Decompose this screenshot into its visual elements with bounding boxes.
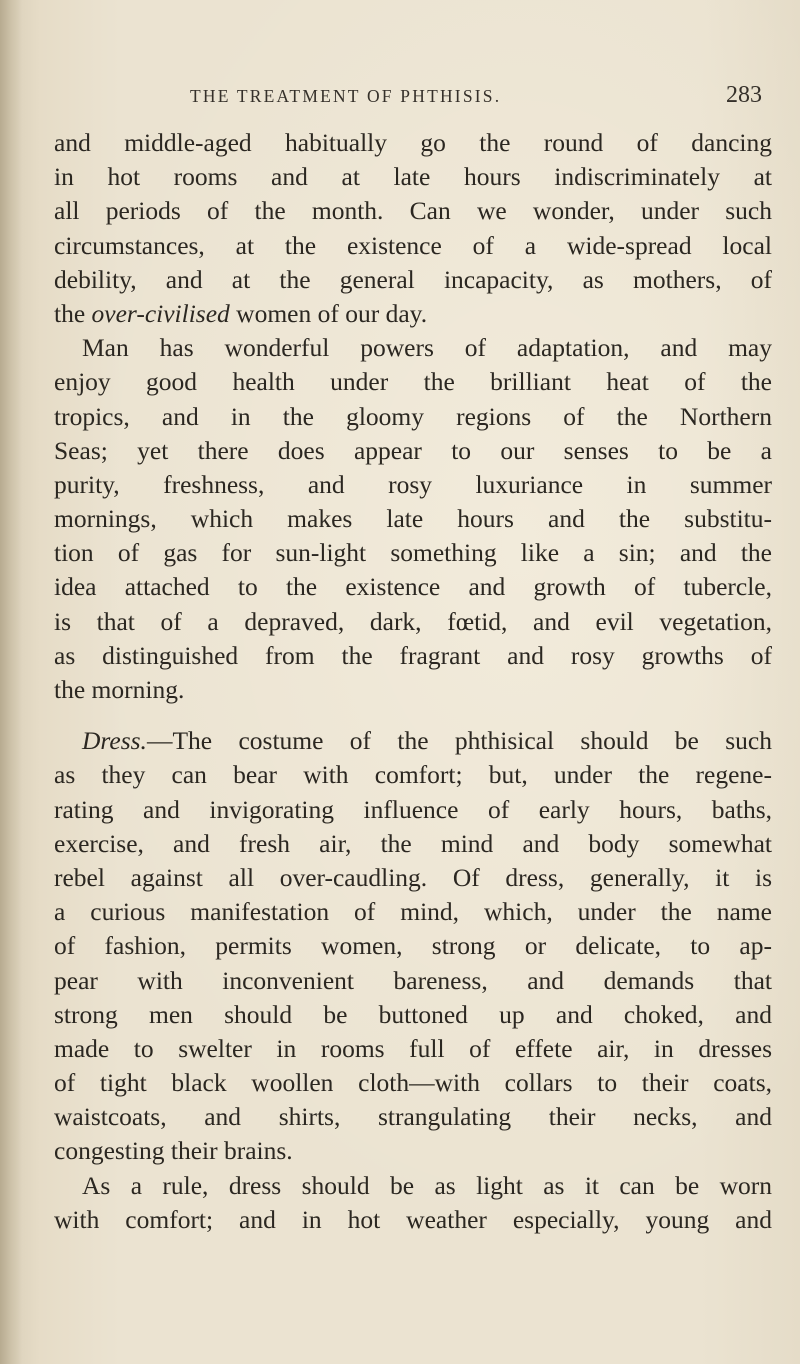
text-line: congesting their brains. xyxy=(54,1136,293,1166)
section-heading: Dress. xyxy=(82,726,147,756)
text-fragment: —The costume of the phthisical should be such xyxy=(146,726,772,756)
text-line: Man has wonderful powers of adaptation, and may xyxy=(82,333,772,363)
text-line: waistcoats, and shirts, strangulating their necks, and xyxy=(54,1102,772,1132)
text-fragment: women of our day. xyxy=(229,298,428,328)
text-line: rating and invigorating influence of early hours, baths, xyxy=(54,794,772,824)
text-line: debility, and at the general incapacity, as mothers, of xyxy=(54,264,772,294)
text-line: all periods of the month. Can we wonder, under such xyxy=(54,196,772,226)
paragraph-gap xyxy=(54,707,772,724)
text-line: circumstances, at the existence of a wide-spread local xyxy=(54,230,772,260)
text-line: as they can bear with comfort; but, under the regene- xyxy=(54,760,772,790)
text-line xyxy=(54,297,772,331)
text-line: As a rule, dress should be as light as it can be worn xyxy=(82,1170,772,1200)
body-text xyxy=(54,126,772,1237)
text-line: made to swelter in rooms full of effete air, in dresses xyxy=(54,1033,772,1063)
running-title: THE TREATMENT OF PHTHISIS. xyxy=(190,86,502,106)
text-line: of fashion, permits women, strong or delicate, to ap- xyxy=(54,931,772,961)
text-line: the morning. xyxy=(54,675,185,704)
text-line: Seas; yet there does appear to our senses to be a xyxy=(54,435,772,465)
text-line: in hot rooms and at late hours indiscriminately at xyxy=(54,162,772,192)
page-number: 283 xyxy=(726,82,762,108)
text-line: and middle-aged habitually go the round of dancing xyxy=(54,128,772,157)
text-line: idea attached to the existence and growth of tubercle, xyxy=(54,572,772,602)
page-gutter-shadow xyxy=(0,0,22,1364)
text-line: of tight black woollen cloth—with collars to their coats, xyxy=(54,1068,772,1098)
text-line xyxy=(54,724,772,758)
text-line: is that of a depraved, dark, fœtid, and evil vegetation, xyxy=(54,606,772,636)
text-line: exercise, and fresh air, the mind and body somewhat xyxy=(54,828,772,858)
running-head xyxy=(54,82,772,112)
text-line: tropics, and in the gloomy regions of the Northern xyxy=(54,401,772,431)
text-line: with comfort; and in hot weather especially, young and xyxy=(54,1204,772,1234)
text-line: rebel against all over-caudling. Of dress, generally, it is xyxy=(54,862,772,892)
text-line: tion of gas for sun-light something like a sin; and the xyxy=(54,538,772,568)
text-fragment: the xyxy=(54,298,92,328)
italic-term: over-civilised xyxy=(91,298,230,328)
text-line: as distinguished from the fragrant and rosy growths of xyxy=(54,640,772,670)
text-line: mornings, which makes late hours and the substitu- xyxy=(54,504,772,534)
text-line: purity, freshness, and rosy luxuriance in summer xyxy=(54,469,772,499)
text-line: strong men should be buttoned up and choked, and xyxy=(54,999,772,1029)
text-line: a curious manifestation of mind, which, under the name xyxy=(54,897,772,927)
text-line: pear with inconvenient bareness, and demands that xyxy=(54,965,772,995)
text-line: enjoy good health under the brilliant heat of the xyxy=(54,367,772,397)
